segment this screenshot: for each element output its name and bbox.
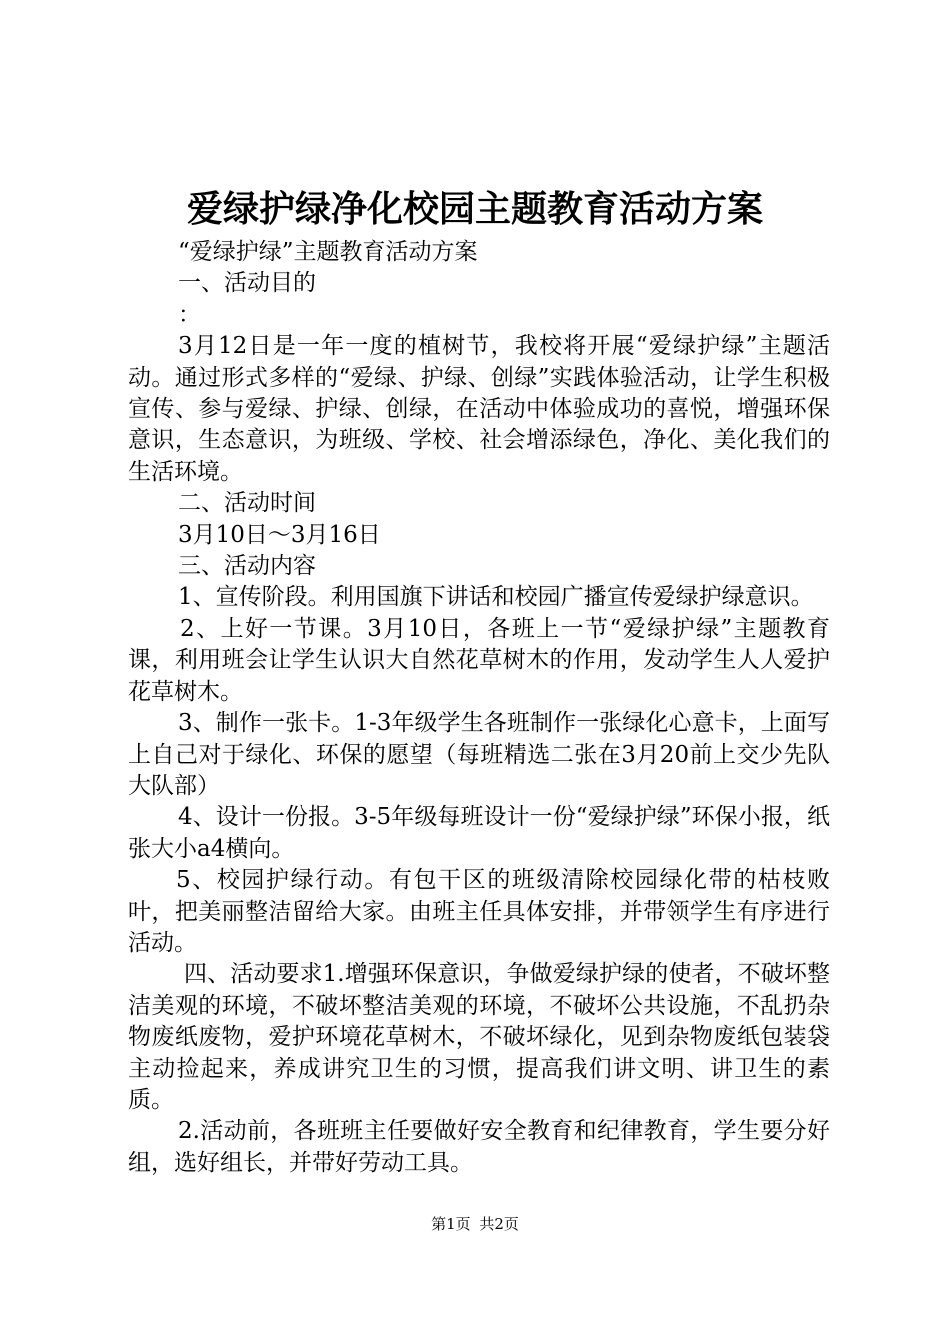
paragraph-time: 3月10日～3月16日 (178, 521, 381, 548)
paragraph-requirements: 四、活动要求1.增强环保意识，争做爱绿护绿的使者，不破坏整洁美观的环境，不破坏整洁美观的环境，不破坏公共设施，不乱扔杂物废纸废物，爱护环境花草树木，不破坏绿化，见到杂物废纸包装袋主动捡起来，养成讲究卫生的习惯，提高我们讲文明、讲卫生的素质。 (128, 961, 830, 1113)
page-total: 共2页 (479, 1215, 519, 1233)
section-heading-content: 三、活动内容 (178, 553, 316, 580)
paragraph-purpose: 3月12日是一年一度的植树节，我校将开展“爱绿护绿”主题活动。通过形式多样的“爱绿、护绿、创绿”实践体验活动，让学生积极宣传、参与爱绿、护绿、创绿，在活动中体验成功的喜悦，增强环保意识，生态意识，为班级、学校、社会增添绿色，净化、美化我们的生活环境。 (128, 333, 830, 485)
paragraph-item-4: 4、设计一份报。3-5年级每班设计一份“爱绿护绿”环保小报，纸张大小a4横向。 (128, 804, 830, 862)
document-title: 爱绿护绿净化校园主题教育活动方案 (186, 188, 763, 230)
document-body (128, 237, 830, 1179)
page-footer (0, 1214, 950, 1234)
paragraph-subtitle: “爱绿护绿”主题教育活动方案 (178, 239, 478, 265)
page-number: 第1页 (431, 1215, 471, 1233)
section-heading-purpose: 一、活动目的 (178, 270, 316, 297)
paragraph-item-3: 3、制作一张卡。1-3年级学生各班制作一张绿化心意卡，上面写上自己对于绿化、环保的愿望（每班精选二张在3月20前上交少先队大队部） (128, 710, 830, 799)
paragraph-requirement-2: 2.活动前，各班班主任要做好安全教育和纪律教育，学生要分好组，选好组长，并带好劳动工具。 (128, 1118, 830, 1176)
section-heading-time: 二、活动时间 (178, 490, 316, 517)
paragraph-item-5: 5、校园护绿行动。有包干区的班级清除校园绿化带的枯枝败叶，把美丽整洁留给大家。由班主任具体安排，并带领学生有序进行活动。 (128, 867, 830, 956)
paragraph-item-2: 2、上好一节课。3月10日，各班上一节“爱绿护绿”主题教育课，利用班会让学生认识大自然花草树木的作用，发动学生人人爱护花草树木。 (128, 615, 830, 705)
paragraph-item-1: 1、宣传阶段。利用国旗下讲话和校园广播宣传爱绿护绿意识。 (178, 584, 814, 611)
paragraph-colon: ： (178, 301, 201, 328)
